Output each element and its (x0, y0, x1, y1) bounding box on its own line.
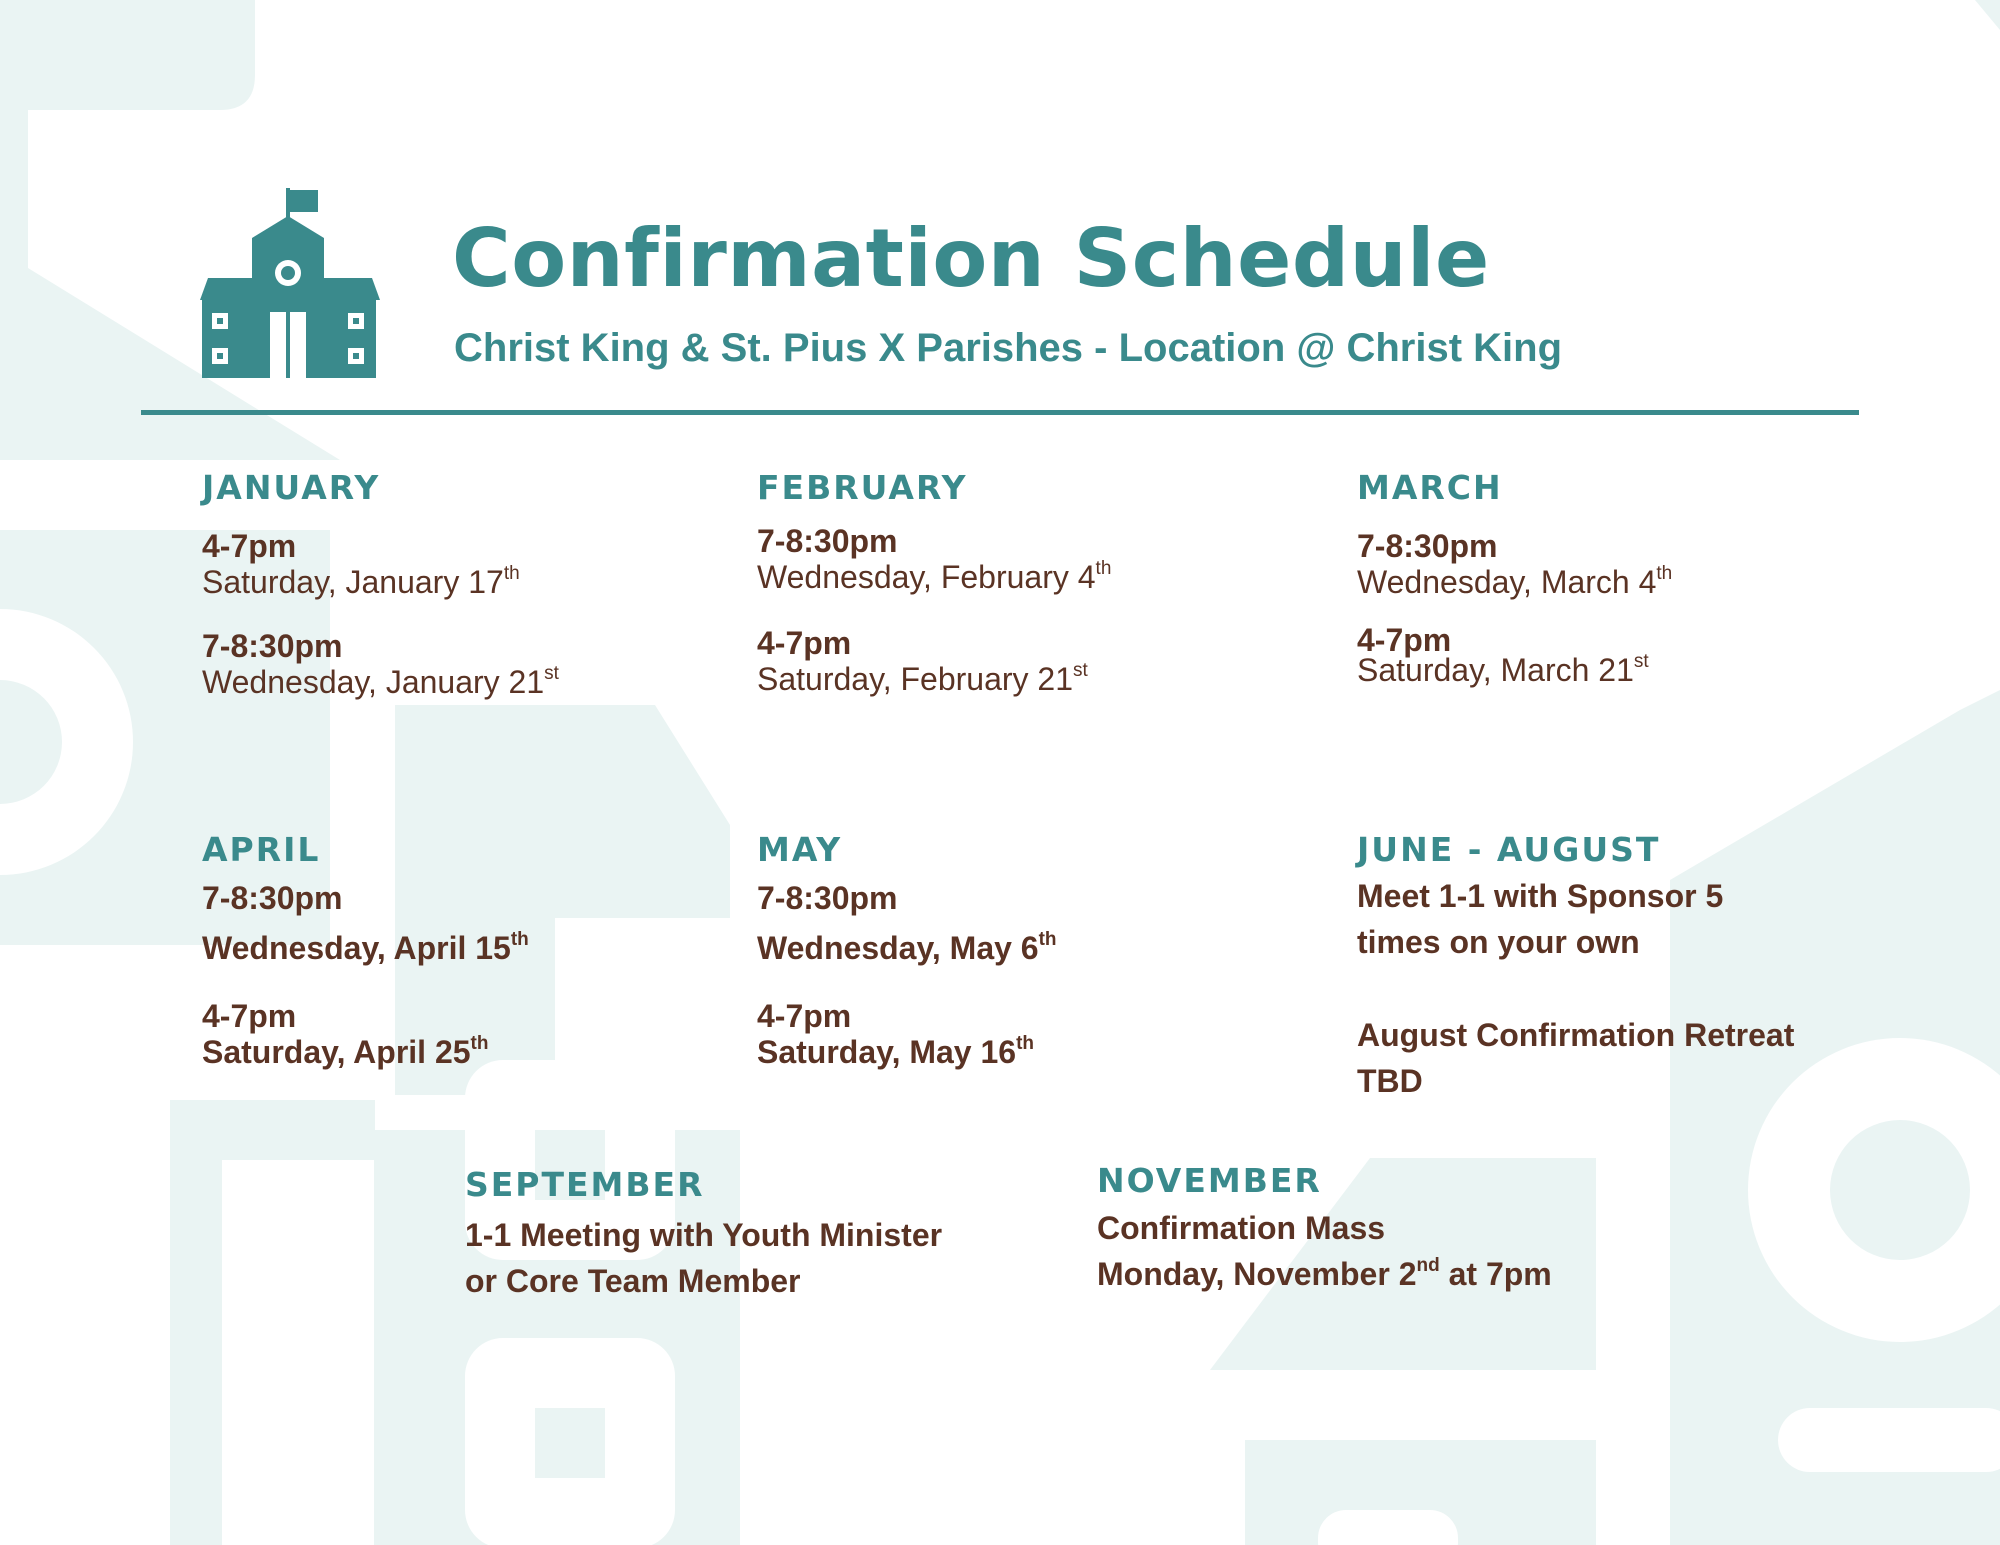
session-time: 4-7pm (757, 998, 852, 1034)
month-september (465, 1165, 942, 1304)
month-heading: FEBRUARY (757, 468, 968, 507)
session-date: Saturday, April 25th (202, 1033, 489, 1070)
month-january (202, 468, 559, 700)
month-june-august (1357, 830, 1794, 1104)
month-february (757, 468, 1111, 697)
session-time: 4-7pm (202, 998, 297, 1034)
summer-line: Meet 1-1 with Sponsor 5 (1357, 878, 1724, 914)
november-date: Monday, November 2nd at 7pm (1097, 1255, 1552, 1292)
month-heading: APRIL (202, 830, 321, 869)
month-heading: NOVEMBER (1097, 1161, 1322, 1200)
retreat-line: TBD (1357, 1063, 1423, 1099)
retreat-line: August Confirmation Retreat (1357, 1017, 1795, 1053)
september-line: or Core Team Member (465, 1263, 801, 1299)
session-date: Wednesday, March 4th (1357, 563, 1673, 600)
month-march (1357, 468, 1672, 688)
summer-line: times on your own (1357, 924, 1640, 960)
month-heading: JANUARY (202, 468, 381, 507)
session-time: 4-7pm (757, 625, 852, 661)
session-time: 7-8:30pm (757, 880, 898, 916)
september-line: 1-1 Meeting with Youth Minister (465, 1217, 943, 1253)
session-time: 7-8:30pm (1357, 528, 1498, 564)
session-time: 4-7pm (1357, 622, 1452, 658)
session-date: Wednesday, May 6th (757, 929, 1057, 966)
month-november (1097, 1161, 1552, 1297)
session-time: 7-8:30pm (202, 628, 343, 664)
session-date: Wednesday, April 15th (202, 929, 529, 966)
page-subtitle: Christ King & St. Pius X Parishes - Location @ Christ King (454, 326, 1563, 370)
header-divider (141, 410, 1859, 415)
november-line: Confirmation Mass (1097, 1210, 1386, 1246)
session-date: Wednesday, January 21st (202, 663, 559, 700)
session-time: 7-8:30pm (202, 880, 343, 916)
session-date: Saturday, March 21st (1357, 651, 1649, 688)
session-date: Saturday, February 21st (757, 660, 1088, 697)
month-heading: MAY (757, 830, 843, 869)
page-title: Confirmation Schedule (452, 212, 1490, 305)
month-may (757, 830, 1057, 1070)
session-time: 4-7pm (202, 528, 297, 564)
session-date: Saturday, May 16th (757, 1033, 1035, 1070)
school-building-icon (200, 188, 380, 380)
month-heading: SEPTEMBER (465, 1165, 705, 1204)
month-heading: MARCH (1357, 468, 1503, 507)
session-time: 7-8:30pm (757, 523, 898, 559)
month-april (202, 830, 529, 1070)
session-date: Saturday, January 17th (202, 563, 520, 600)
session-date: Wednesday, February 4th (757, 558, 1112, 595)
month-heading: JUNE - AUGUST (1357, 830, 1661, 869)
